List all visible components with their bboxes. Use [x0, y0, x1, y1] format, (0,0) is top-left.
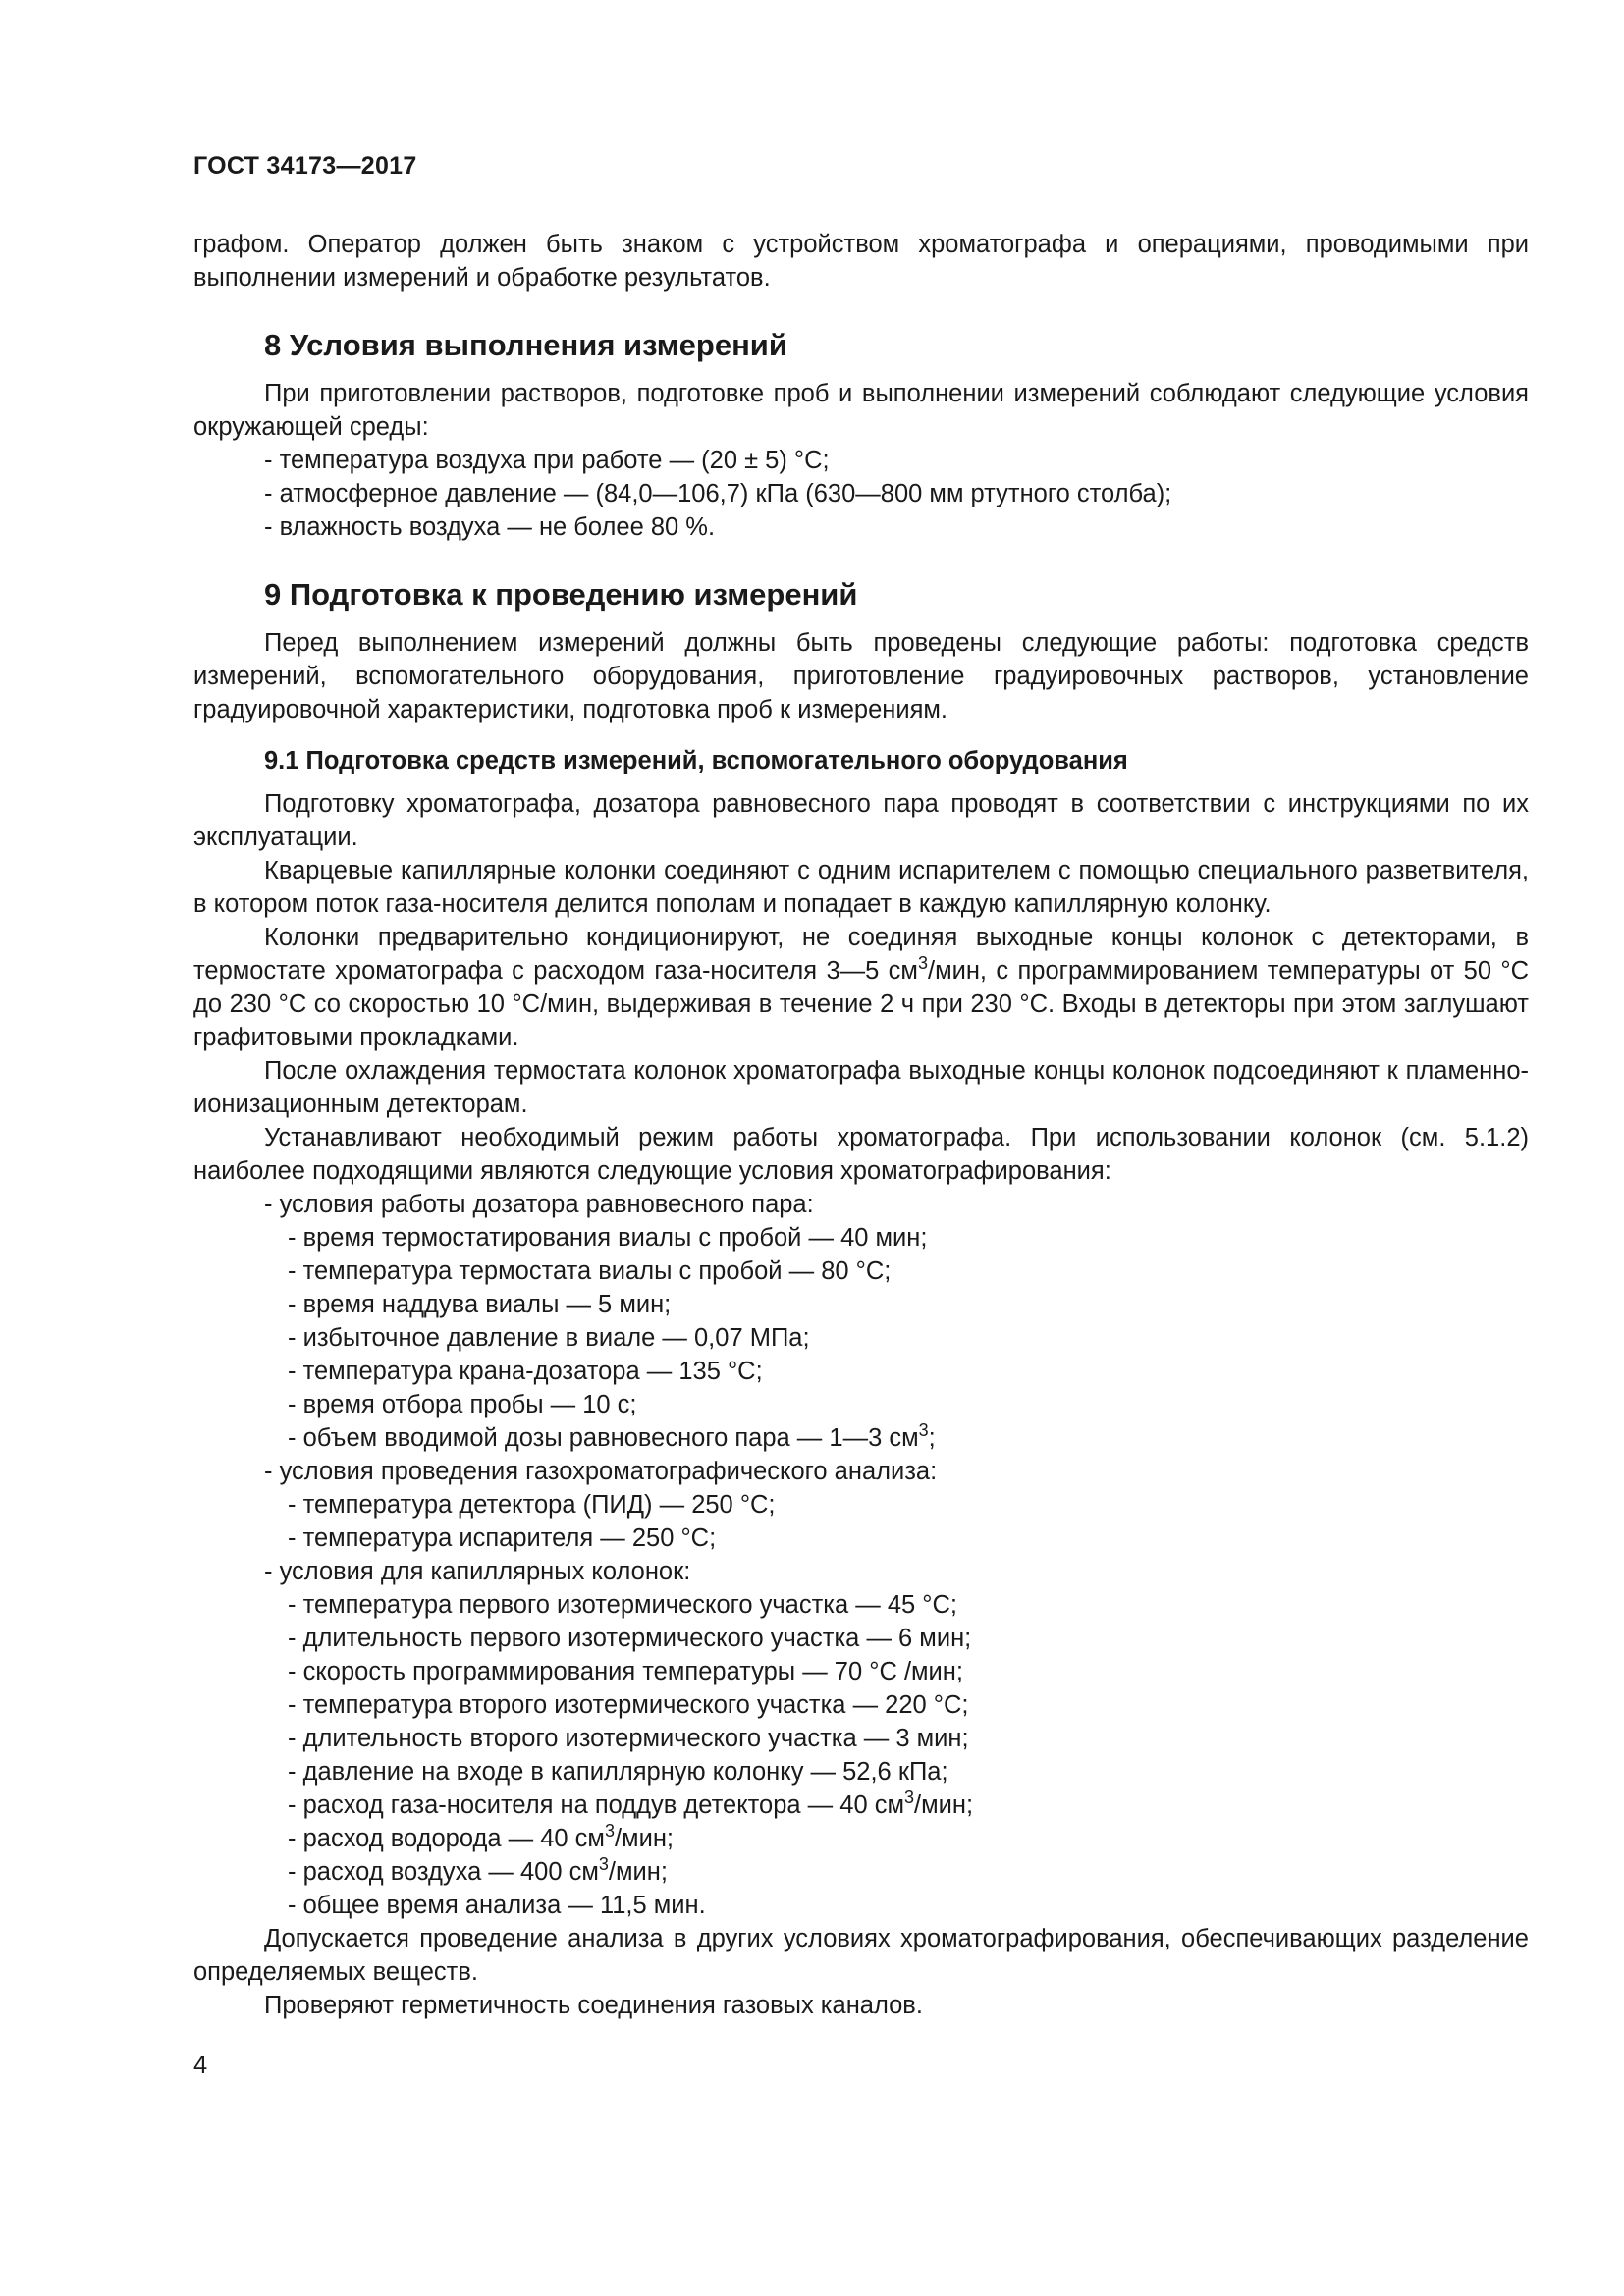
text-run: расход водорода — 40 см: [302, 1825, 605, 1852]
paragraph: Допускается проведение анализа в других условиях хроматографирования, обеспечивающих разделение определяемых веществ.: [193, 1925, 1529, 1986]
text-run: расход воздуха — 400 см: [302, 1858, 599, 1886]
paragraph: Устанавливают необходимый режим работы хроматографа. При использовании колонок (см. 5.1.2) наиболее подходящими являются следующие условия хроматографирования:: [193, 1124, 1529, 1185]
text-run: ;: [928, 1424, 936, 1452]
document-header: ГОСТ 34173—2017: [193, 152, 417, 180]
section-8-lead: При приготовлении растворов, подготовке проб и выполнении измерений соблюдают следующие условия окружающей среды:: [193, 380, 1529, 441]
list-item: [288, 1855, 1529, 1889]
list-item: - общее время анализа — 11,5 мин.: [288, 1889, 1529, 1922]
superscript: 3: [598, 1854, 609, 1874]
conditions-list: [193, 1188, 1529, 1922]
list-item: - температура детектора (ПИД) — 250 °C;: [288, 1488, 1529, 1522]
list-item: [264, 1555, 1529, 1922]
list-item: - влажность воздуха — не более 80 %.: [264, 510, 1529, 544]
paragraph: Проверяют герметичность соединения газовых каналов.: [264, 1992, 923, 2019]
list-item: - атмосферное давление — (84,0—106,7) кПа (630—800 мм ртутного столба);: [264, 477, 1529, 510]
list-item: - избыточное давление в виале — 0,07 МПа;: [288, 1321, 1529, 1355]
list-item: - температура испарителя — 250 °C;: [288, 1522, 1529, 1555]
paragraph: [193, 921, 1529, 1054]
text-run: /мин;: [608, 1858, 668, 1886]
paragraph: Подготовку хроматографа, дозатора равновесного пара проводят в соответствии с инструкциями по их эксплуатации.: [193, 790, 1529, 851]
text-run: /мин;: [614, 1825, 674, 1852]
sub-list: [264, 1221, 1529, 1455]
section-8-list: [193, 444, 1529, 544]
superscript: 3: [604, 1821, 615, 1841]
section-8-title: 8 Условия выполнения измерений: [264, 328, 787, 362]
list-item: - температура воздуха при работе — (20 ± 5) °C;: [264, 444, 1529, 477]
group-title: условия проведения газохроматографического анализа:: [279, 1458, 938, 1485]
group-title: условия работы дозатора равновесного пара:: [279, 1191, 814, 1218]
list-item: [264, 1188, 1529, 1455]
section-9-1-title: 9.1 Подготовка средств измерений, вспомогательного оборудования: [264, 747, 1128, 774]
page-number: 4: [193, 2052, 208, 2079]
list-item: - скорость программирования температуры — 70 °C /мин;: [288, 1655, 1529, 1688]
list-item: - давление на входе в капиллярную колонку — 52,6 кПа;: [288, 1755, 1529, 1789]
list-item: [264, 1455, 1529, 1555]
paragraph: Кварцевые капиллярные колонки соединяют с одним испарителем с помощью специального разветвителя, в котором поток газа-носителя делится пополам и попадает в каждую капиллярную колонку.: [193, 857, 1529, 918]
superscript: 3: [918, 1420, 929, 1440]
group-title: условия для капиллярных колонок:: [279, 1558, 691, 1585]
sub-list: [264, 1588, 1529, 1922]
text-run: расход газа-носителя на поддув детектора — 40 см: [302, 1791, 904, 1819]
list-item: - время отбора пробы — 10 с;: [288, 1388, 1529, 1421]
page-content: [193, 228, 1529, 2022]
superscript: 3: [904, 1788, 915, 1807]
list-item: - длительность второго изотермического участка — 3 мин;: [288, 1722, 1529, 1755]
list-item: - время наддува виалы — 5 мин;: [288, 1288, 1529, 1321]
text-run: /мин, с программированием температуры от 50 °C до 230 °C со скоростью 10 °C/мин, выдерживая в течение 2 ч при 230 °C. Входы в детекторы при этом заглушают графитовыми прокладками.: [193, 957, 1529, 1051]
sub-list: [264, 1488, 1529, 1555]
section-9-lead: Перед выполнением измерений должны быть проведены следующие работы: подготовка средств измерений, вспомогательного оборудования, приготовление градуировочных растворов, установление градуировочной характеристики, подготовка проб к измерениям.: [193, 629, 1529, 723]
superscript: 3: [917, 953, 928, 973]
list-item: - длительность первого изотермического участка — 6 мин;: [288, 1622, 1529, 1655]
section-9-title: 9 Подготовка к проведению измерений: [264, 577, 858, 612]
list-item: - время термостатирования виалы с пробой — 40 мин;: [288, 1221, 1529, 1255]
list-item: - температура крана-дозатора — 135 °C;: [288, 1355, 1529, 1388]
list-item: - температура второго изотермического участка — 220 °C;: [288, 1688, 1529, 1722]
text-run: Колонки предварительно кондиционируют, не соединяя выходные концы колонок с детекторами, в термостате хроматографа с расходом газа-носителя 3—5 см: [193, 924, 1529, 985]
list-item: [288, 1789, 1529, 1822]
intro-paragraph: графом. Оператор должен быть знаком с устройством хроматографа и операциями, проводимыми при выполнении измерений и обработке результатов.: [193, 231, 1529, 292]
paragraph: После охлаждения термостата колонок хроматографа выходные концы колонок подсоединяют к пламенно-ионизационным детекторам.: [193, 1057, 1529, 1118]
list-item: - температура термостата виалы с пробой — 80 °C;: [288, 1255, 1529, 1288]
list-item: - температура первого изотермического участка — 45 °C;: [288, 1588, 1529, 1622]
text-run: объем вводимой дозы равновесного пара — 1—3 см: [302, 1424, 919, 1452]
list-item: [288, 1822, 1529, 1855]
list-item: [288, 1421, 1529, 1455]
text-run: /мин;: [914, 1791, 974, 1819]
